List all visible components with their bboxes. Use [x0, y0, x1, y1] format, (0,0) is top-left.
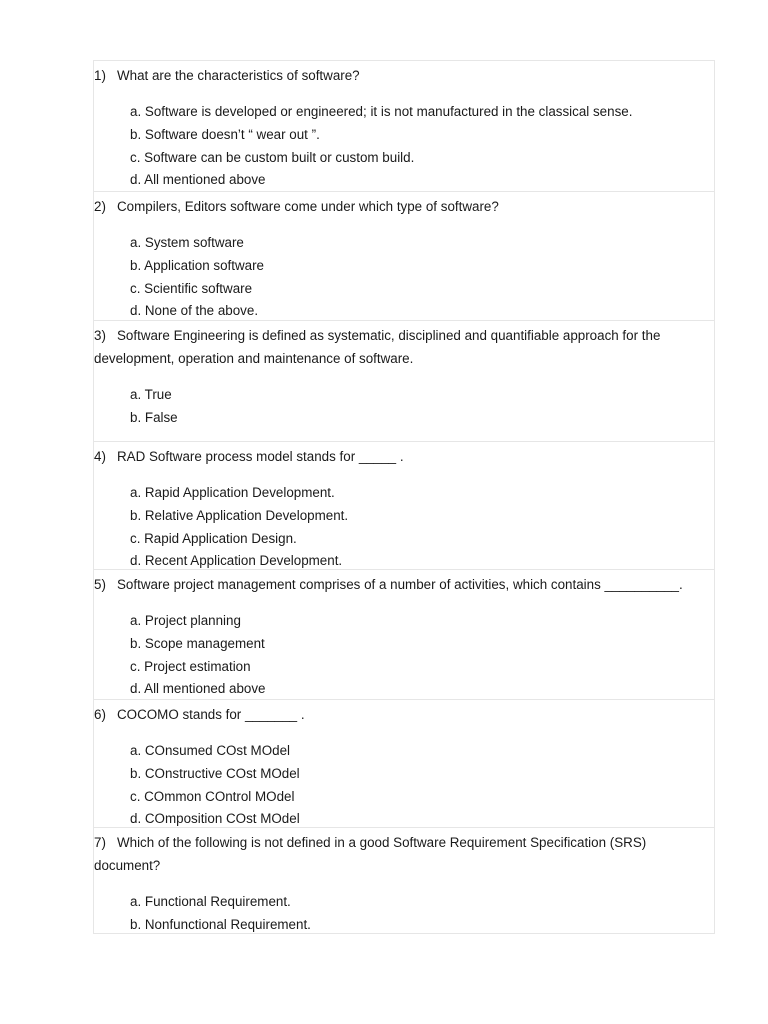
option-c: c. Project estimation [130, 658, 251, 674]
question-sheet [93, 60, 715, 934]
question-7 [94, 827, 714, 933]
question-7-text [94, 828, 714, 877]
options-list [94, 101, 714, 192]
option-c: c. Rapid Application Design. [130, 530, 297, 546]
question-number: 6) [94, 707, 106, 722]
question-number: 2) [94, 199, 106, 214]
question-prompt: Software project management comprises of a number of activities, which contains __________. [117, 577, 683, 592]
question-1-text [94, 61, 714, 87]
options-list [94, 740, 714, 831]
option-a: a. Software is developed or engineered; it is not manufactured in the classical sense. [130, 104, 633, 119]
question-prompt: What are the characteristics of software? [117, 68, 360, 83]
option-a: a. Project planning [130, 613, 241, 628]
question-3 [94, 320, 714, 441]
option-c: c. Scientific software [130, 280, 253, 296]
question-1 [94, 61, 714, 191]
question-5-text [94, 570, 714, 596]
option-c: c. Software can be custom built or custom build. [130, 149, 415, 165]
options-list [94, 384, 714, 430]
question-4-text [94, 442, 714, 468]
option-b: b. Software doesn’t “ wear out ”. [130, 126, 320, 142]
options-list [94, 232, 714, 323]
option-b: b. Application software [130, 257, 264, 273]
question-2 [94, 191, 714, 320]
option-a: a. COnsumed COst MOdel [130, 743, 290, 758]
question-2-text [94, 192, 714, 218]
question-number: 1) [94, 68, 106, 83]
options-list [94, 610, 714, 701]
question-4 [94, 441, 714, 569]
option-c: c. COmmon COntrol MOdel [130, 788, 295, 804]
question-number: 5) [94, 577, 106, 592]
question-5 [94, 569, 714, 699]
option-b: b. Relative Application Development. [130, 507, 349, 523]
question-prompt: Compilers, Editors software come under which type of software? [117, 199, 499, 214]
question-6 [94, 699, 714, 827]
option-b: b. Scope management [130, 635, 265, 651]
options-list [94, 891, 714, 937]
option-d: d. All mentioned above [130, 681, 266, 697]
option-d: d. None of the above. [130, 303, 259, 319]
option-b: b. COnstructive COst MOdel [130, 765, 300, 781]
question-prompt: COCOMO stands for _______ . [117, 707, 305, 722]
question-6-text [94, 700, 714, 726]
option-a: a. System software [130, 235, 244, 250]
option-d: d. All mentioned above [130, 172, 266, 188]
option-b: b. False [130, 409, 178, 425]
question-prompt: Software Engineering is defined as systematic, disciplined and quantifiable approach for the development, operation and maintenance of software. [94, 328, 661, 366]
question-number: 3) [94, 328, 106, 343]
question-prompt: Which of the following is not defined in a good Software Requirement Specification (SRS) document? [94, 835, 647, 873]
option-d: d. Recent Application Development. [130, 553, 343, 569]
question-number: 4) [94, 449, 106, 464]
option-b: b. Nonfunctional Requirement. [130, 916, 311, 932]
option-d: d. COmposition COst MOdel [130, 811, 300, 827]
option-a: a. Rapid Application Development. [130, 485, 335, 500]
options-list [94, 482, 714, 573]
option-a: a. Functional Requirement. [130, 894, 291, 909]
question-3-text [94, 321, 714, 370]
option-a: a. True [130, 387, 172, 402]
question-number: 7) [94, 835, 106, 850]
question-prompt: RAD Software process model stands for _____ . [117, 449, 404, 464]
